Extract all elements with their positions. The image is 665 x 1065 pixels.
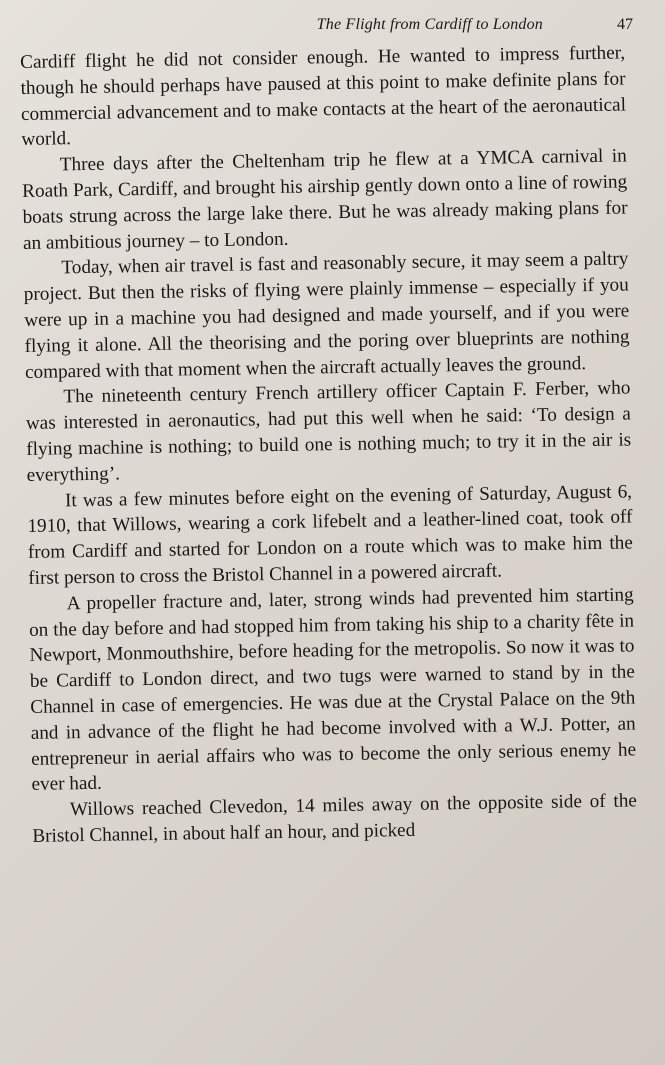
paragraph: The nineteenth century French artillery officer Captain F. Ferber, who was interested in aeronautics, had put this well when he said: ‘To design a flying machine is nothing; to build one is nothing much; to try it in the air is everything’. (25, 377, 632, 486)
paragraph: Today, when air travel is fast and reasonably secure, it may seem a paltry project. But then the risks of flying were plainly immense – especially if you were up in a machine you had designed and made yourself, and if you were flying it alone. All the theorising and the poring over blueprints are nothing compared with that moment when the aircraft actually leaves the ground. (23, 248, 630, 383)
running-title: The Flight from Cardiff to London (316, 16, 543, 33)
page-header (0, 14, 665, 40)
page-number: 47 (617, 16, 633, 33)
paragraph: Cardiff flight he did not consider enough. He wanted to impress further, though he should perhaps have paused at this point to make definite plans for commercial advancement and to make contacts at the heart of the aeronautical world. (20, 42, 627, 151)
paragraph: Three days after the Cheltenham trip he flew at a YMCA carnival in Roath Park, Cardiff, and brought his airship gently down onto a line of rowing boats strung across the large lake there. But he was already making plans for an ambitious journey – to London. (22, 145, 628, 254)
paragraph: Willows reached Clevedon, 14 miles away on the opposite side of the Bristol Channel, in about half an hour, and picked (32, 790, 638, 847)
body-text (20, 40, 637, 849)
paragraph: It was a few minutes before eight on the evening of Saturday, August 6, 1910, that Willows, wearing a cork lifebelt and a leather-lined coat, took off from Cardiff and started for London on a route which was to make him the first person to cross the Bristol Channel in a powered aircraft. (27, 480, 633, 589)
paragraph: A propeller fracture and, later, strong winds had prevented him starting on the day before and had stopped him from taking his ship to a charity fête in Newport, Monmouthshire, before heading for the metropolis. So now it was to be Cardiff to London direct, and two tugs were warned to stand by in the Channel in case of emergencies. He was due at the Crystal Palace on the 9th and in advance of the flight he had become involved with a W.J. Potter, an entrepreneur in aerial affairs who was to become the only serious enemy he ever had. (28, 584, 637, 796)
